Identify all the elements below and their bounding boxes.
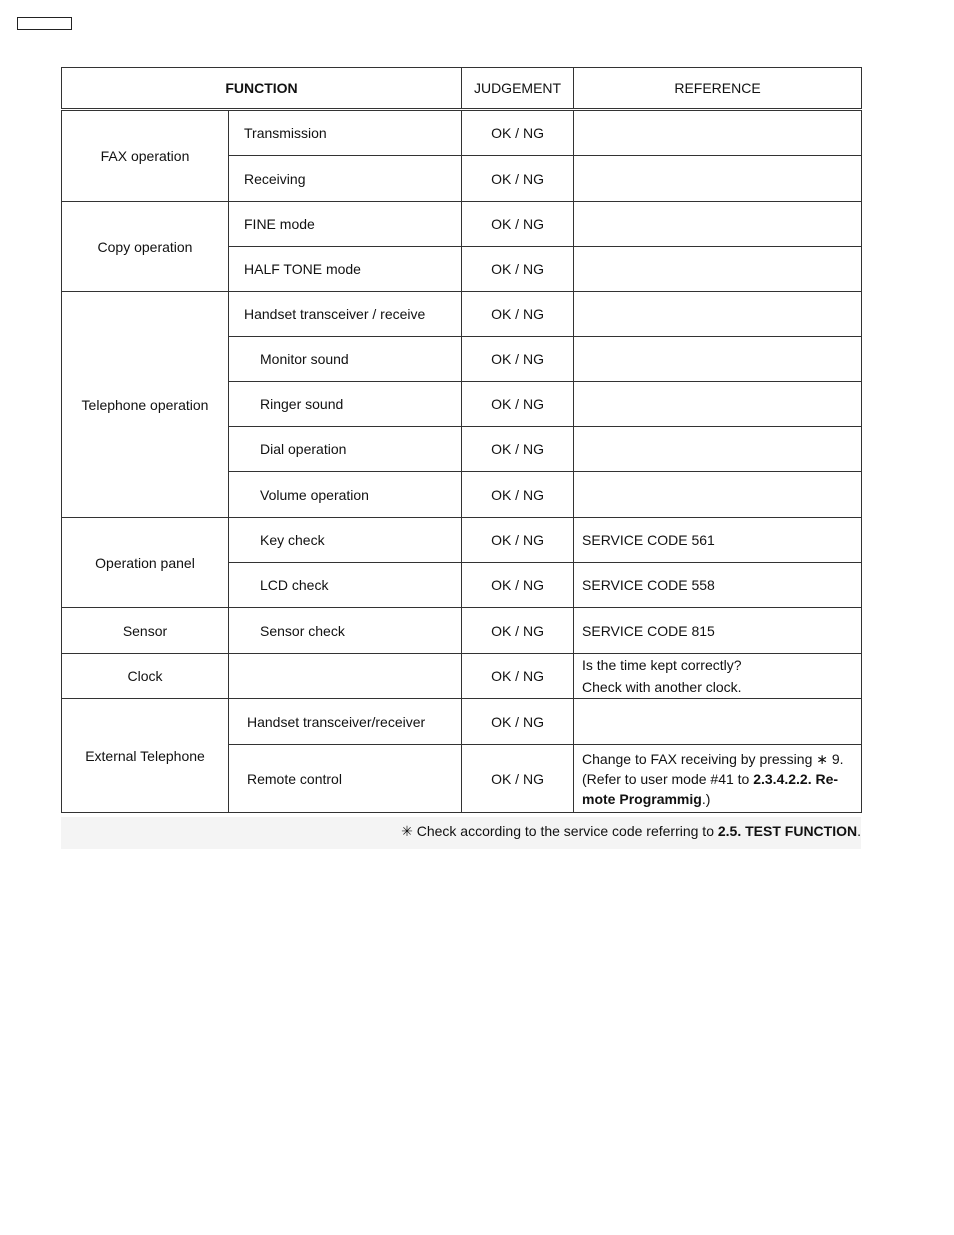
footnote-text xyxy=(401,823,861,840)
reference-cell xyxy=(574,247,862,292)
table-row xyxy=(62,110,862,156)
reference-cell xyxy=(574,427,862,472)
reference-clock xyxy=(574,654,862,699)
reference-clock-line-2: Check with another clock. xyxy=(582,679,742,695)
reference-cell xyxy=(574,382,862,427)
judgement-cell: OK / NG xyxy=(462,337,574,382)
table-row xyxy=(62,699,862,745)
item-key-check: Key check xyxy=(229,518,462,563)
group-external-telephone: External Telephone xyxy=(62,699,229,813)
reference-remote-pre: (Refer to user mode #41 to xyxy=(582,770,754,787)
reference-service-code-561: SERVICE CODE 561 xyxy=(574,518,862,563)
item-receiving: Receiving xyxy=(229,156,462,202)
group-fax-operation: FAX operation xyxy=(62,110,229,202)
judgement-cell: OK / NG xyxy=(462,563,574,608)
reference-service-code-815: SERVICE CODE 815 xyxy=(574,608,862,654)
header-judgement: JUDGEMENT xyxy=(462,68,574,110)
reference-service-code-558: SERVICE CODE 558 xyxy=(574,563,862,608)
judgement-cell: OK / NG xyxy=(462,654,574,699)
reference-cell xyxy=(574,699,862,745)
header-reference: REFERENCE xyxy=(574,68,862,110)
group-telephone-operation: Telephone operation xyxy=(62,292,229,518)
judgement-cell: OK / NG xyxy=(462,427,574,472)
reference-remote-bold-2: mote Programmig xyxy=(582,790,702,807)
judgement-cell: OK / NG xyxy=(462,202,574,247)
judgement-cell: OK / NG xyxy=(462,745,574,813)
item-dial-operation: Dial operation xyxy=(229,427,462,472)
judgement-cell: OK / NG xyxy=(462,472,574,518)
reference-remote-post: .) xyxy=(701,790,711,807)
footnote-post: . xyxy=(857,823,861,839)
group-operation-panel: Operation panel xyxy=(62,518,229,608)
item-monitor-sound: Monitor sound xyxy=(229,337,462,382)
item-half-tone-mode: HALF TONE mode xyxy=(229,247,462,292)
reference-cell xyxy=(574,110,862,156)
judgement-cell: OK / NG xyxy=(462,247,574,292)
reference-remote-line-2 xyxy=(582,769,855,789)
page-label-box xyxy=(17,17,72,30)
table-row xyxy=(62,654,862,699)
item-sensor-check: Sensor check xyxy=(229,608,462,654)
judgement-cell: OK / NG xyxy=(462,699,574,745)
reference-remote-line-1: Change to FAX receiving by pressing ∗ 9. xyxy=(582,750,844,767)
judgement-cell: OK / NG xyxy=(462,110,574,156)
item-transmission: Transmission xyxy=(229,110,462,156)
item-ringer-sound: Ringer sound xyxy=(229,382,462,427)
reference-remote-line-3 xyxy=(582,789,855,809)
reference-cell xyxy=(574,472,862,518)
group-clock: Clock xyxy=(62,654,229,699)
table-row xyxy=(62,292,862,337)
item-handset-transceiver-receiver: Handset transceiver/receiver xyxy=(229,699,462,745)
item-empty xyxy=(229,654,462,699)
reference-remote-control xyxy=(574,745,862,813)
reference-cell xyxy=(574,292,862,337)
judgement-cell: OK / NG xyxy=(462,608,574,654)
reference-clock-line-1: Is the time kept correctly? xyxy=(582,657,742,673)
item-fine-mode: FINE mode xyxy=(229,202,462,247)
footnote-pre: ✳ Check according to the service code referring to xyxy=(401,823,718,839)
function-check-table xyxy=(61,67,862,813)
reference-cell xyxy=(574,202,862,247)
table-row xyxy=(62,202,862,247)
reference-cell xyxy=(574,337,862,382)
judgement-cell: OK / NG xyxy=(462,518,574,563)
group-sensor: Sensor xyxy=(62,608,229,654)
item-volume-operation: Volume operation xyxy=(229,472,462,518)
item-lcd-check: LCD check xyxy=(229,563,462,608)
judgement-cell: OK / NG xyxy=(462,156,574,202)
footnote xyxy=(61,817,861,849)
item-handset-transceiver: Handset transceiver / receive xyxy=(229,292,462,337)
reference-remote-bold-1: 2.3.4.2.2. Re- xyxy=(753,770,839,787)
header-function: FUNCTION xyxy=(62,68,462,110)
footnote-bold: 2.5. TEST FUNCTION xyxy=(717,823,858,839)
judgement-cell: OK / NG xyxy=(462,382,574,427)
table-row xyxy=(62,518,862,563)
item-remote-control: Remote control xyxy=(229,745,462,813)
judgement-cell: OK / NG xyxy=(462,292,574,337)
table-row xyxy=(62,608,862,654)
group-copy-operation: Copy operation xyxy=(62,202,229,292)
reference-cell xyxy=(574,156,862,202)
